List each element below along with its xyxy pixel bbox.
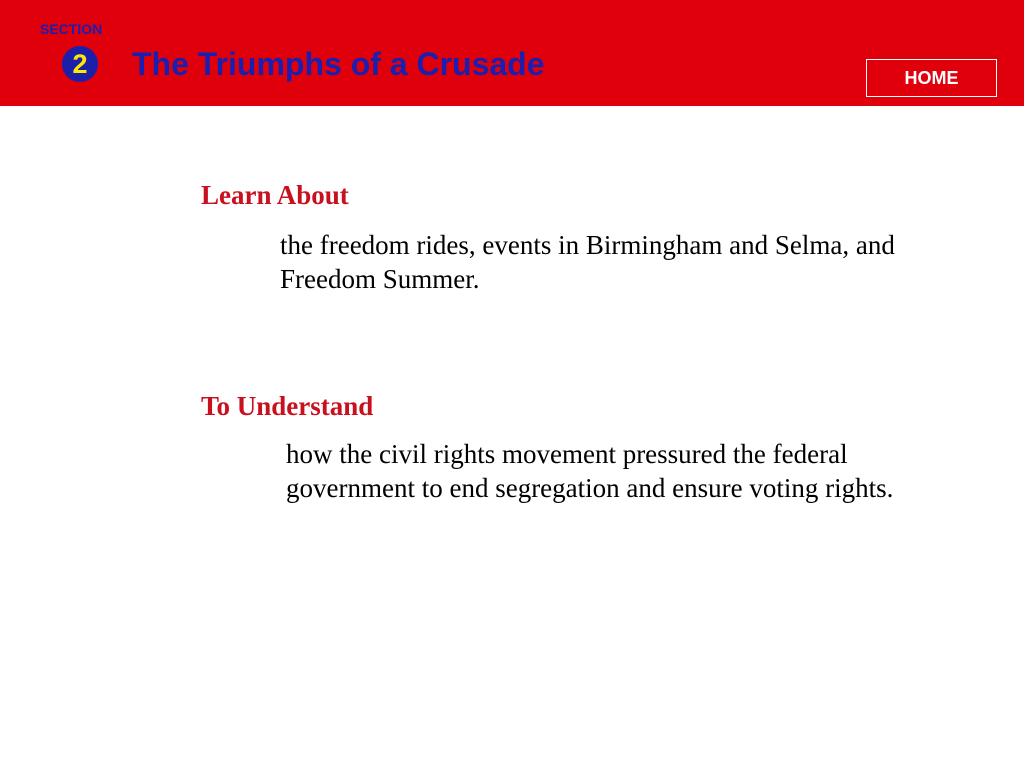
to-understand-text: how the civil rights movement pressured the federal government to end segregation and ensure voting rights. [286, 439, 894, 503]
home-button[interactable]: HOME [866, 59, 997, 97]
learn-about-text: the freedom rides, events in Birmingham and Selma, and Freedom Summer. [280, 230, 895, 294]
section-label: SECTION [40, 21, 103, 37]
section-number-badge: 2 [62, 46, 98, 82]
header-bar [0, 0, 1024, 106]
learn-about-heading: Learn About [201, 180, 349, 210]
page-title: The Triumphs of a Crusade [132, 46, 545, 82]
to-understand-heading: To Understand [201, 391, 374, 421]
